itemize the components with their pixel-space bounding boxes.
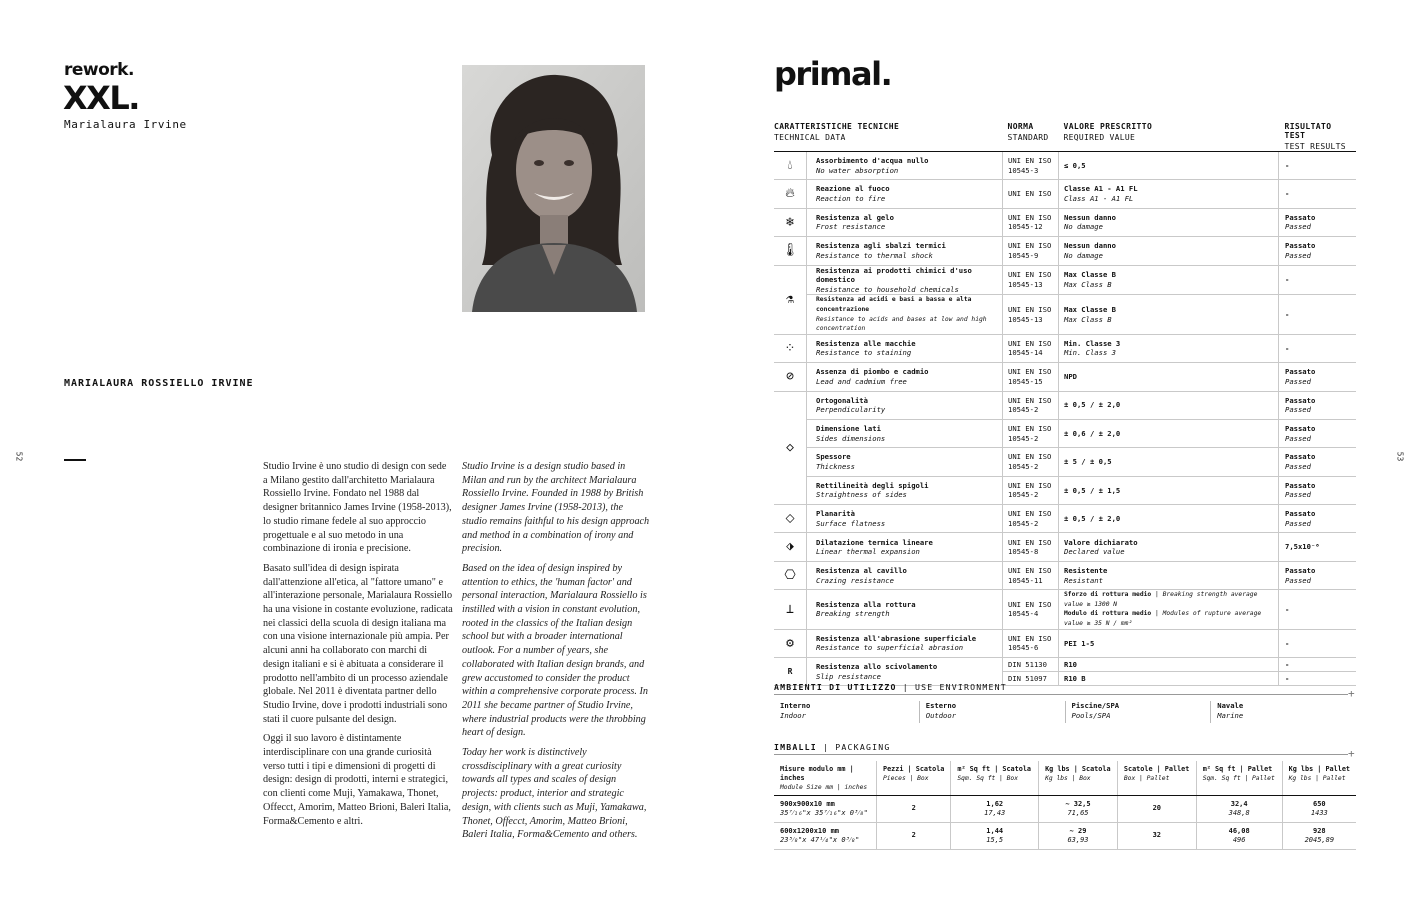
header-technical-data: CARATTERISTICHE TECNICHE TECHNICAL DATA bbox=[774, 120, 1003, 152]
table-row: Spessore Thickness UNI EN ISO 10545-2 ± 5 / ± 0,5 Passato Passed bbox=[774, 448, 1356, 476]
table-row: ⎔ Resistenza al cavillo Crazing resistance UNI EN ISO 10545-11 Resistente Resistant Passato Passed bbox=[774, 561, 1356, 589]
packaging-title: IMBALLI | PACKAGING bbox=[774, 742, 891, 752]
table-row: ⬦ Planarità Surface flatness UNI EN ISO 10545-2 ± 0,5 / ± 2,0 Passato Passed bbox=[774, 505, 1356, 533]
lead-cadmium-free-icon: ⊘ bbox=[774, 363, 807, 391]
abrasion-gear-icon: ⚙ bbox=[774, 629, 807, 657]
env-pools: Piscine/SPA Pools/SPA bbox=[1065, 701, 1211, 723]
bio-english bbox=[462, 460, 650, 848]
tech-header-row bbox=[774, 120, 1356, 152]
bio-en-paragraph: Studio Irvine is a design studio based in Milan and run by the architect Marialaura Rossiello Irvine. Founded in 1988 by British designer James Irvine (1958-2013), the studio remains faithful to his design approach and method in a combination of irony and precision. bbox=[462, 461, 650, 555]
header-required-value: VALORE PRESCRITTO REQUIRED VALUE bbox=[1059, 120, 1279, 152]
table-row: 🌡︎ Resistenza agli sbalzi termici Resistance to thermal shock UNI EN ISO 10545-9 Nessun danno No damage Passato Passed bbox=[774, 237, 1356, 265]
header-test-results: RISULTATO TEST TEST RESULTS bbox=[1279, 120, 1357, 152]
thermal-expansion-icon: ⬗ bbox=[774, 533, 807, 561]
table-row: ⊘ Assenza di piombo e cadmio Lead and cadmium free UNI EN ISO 10545-15 NPD Passato Passed bbox=[774, 363, 1356, 391]
section-dash bbox=[64, 459, 86, 461]
table-row: ⚙ Resistenza all'abrasione superficiale Resistance to superficial abrasion UNI EN ISO 10545-6 PEI 1-5 - bbox=[774, 629, 1356, 657]
table-row: 💧︎ Assorbimento d'acqua nullo No water absorption UNI EN ISO 10545-3 ≤ 0,5 - bbox=[774, 152, 1356, 180]
designer-name-small: Marialaura Irvine bbox=[64, 118, 187, 131]
bio-it-paragraph: Oggi il suo lavoro è distintamente interdisciplinare con una grande curiosità verso tutti i tipi e dimensioni di progetti di design: design di prodotti, interni e strategici, con clienti come Muji, Yamakawa, Thonet, Offecct, Amorim, Matteo Brioni, Baleri Italia, Forma&Cemento e altri. bbox=[263, 733, 451, 827]
table-row: ⁘ Resistenza alle macchie Resistance to staining UNI EN ISO 10545-14 Min. Classe 3 Min. Class 3 - bbox=[774, 334, 1356, 362]
expand-plus-icon[interactable]: + bbox=[1348, 687, 1355, 700]
table-row: R Resistenza allo scivolamento Slip resistance DIN 51130 R10 - bbox=[774, 658, 1356, 672]
designer-heading: MARIALAURA ROSSIELLO IRVINE bbox=[64, 378, 254, 389]
bio-en-paragraph: Today her work is distinctively crossdisciplinary with a great curiosity towards all types and scales of design projects: product, interior and strategic design, with clients such as Muji, Yamakawa, Thonet, Offecct, Amorim, Matteo Brioni, Baleri Italia, Forma&Cemento and others. bbox=[462, 747, 647, 841]
use-environment-grid bbox=[774, 701, 1356, 723]
bio-en-paragraph: Based on the idea of design inspired by attention to ethics, the 'human factor' and personal interaction, Marialaura Rossiello is instilled with a vision in constant evolution, rooted in the classics of the Italian design school but with a broader international outlook. For a number of years, she collaborated with Italian design brands, and grew accustomed to consider the product within a comprehensive corporate process. In 2011 she became partner of Studio Irvine, where industrial products were the throbbing heart of design. bbox=[462, 562, 648, 739]
header-standard: NORMA STANDARD bbox=[1003, 120, 1059, 152]
water-drop-icon: 💧︎ bbox=[774, 152, 807, 180]
bio-it-paragraph: Basato sull'idea di design ispirata dall'attenzione all'etica, al "fattore umano" e all'interazione personale, Marialaura Rossiello ha una visione in costante evoluzione, radicata nei classici della scuola di design italiana ma con una visione internazionale più ampia. Per alcuni anni ha collaborato con marchi di design italiani e si è abituata a considerare il prodotto nell'ambito di un processo aziendale globale. Nel 2011 è diventata partner dello Studio Irvine, dove i prodotti industriali sono stati il cuore pulsante del design. bbox=[263, 562, 453, 725]
page-number-left: 52 bbox=[14, 451, 24, 462]
product-name: primal. bbox=[774, 55, 892, 93]
stain-dots-icon: ⁘ bbox=[774, 334, 807, 362]
bio-it-paragraph: Studio Irvine è uno studio di design con sede a Milano gestito dall'architetto Marialaura Rossiello Irvine. Fondato nel 1988 dal designer britannico James Irvine (1958-2013), lo studio rimane fedele al suo approccio progettuale e al suo metodo in una combinazione di ironia e precisione. bbox=[263, 461, 452, 555]
rupture-values: Sforzo di rottura medio | Breaking strength average value ≥ 1300 N Modulo di rottura medio | Modules of rupture average value ≥ 35 N / mm² bbox=[1059, 590, 1279, 629]
table-row: 900x900x10 mm 35⁷⁄₁₆"x 35⁷⁄₁₆"x 0³⁄₈" 2 1,62 17,43 ~ 32,5 71,65 20 32,4 348,8 650 1433 bbox=[774, 796, 1356, 823]
table-row: Rettilineità degli spigoli Straightness of sides UNI EN ISO 10545-2 ± 0,5 / ± 1,5 Passato Passed bbox=[774, 476, 1356, 504]
chemical-bottle-icon: ⚗ bbox=[774, 265, 807, 334]
divider bbox=[774, 754, 1348, 755]
technical-data-table bbox=[774, 120, 1356, 686]
table-row: 🔥︎ Reazione al fuoco Reaction to fire UNI EN ISO Classe A1 - A1 FL Class A1 - A1 FL - bbox=[774, 180, 1356, 208]
table-row: ◇ Ortogonalità Perpendicularity UNI EN ISO 10545-2 ± 0,5 / ± 2,0 Passato Passed bbox=[774, 391, 1356, 419]
page-number-right: 53 bbox=[1395, 451, 1405, 462]
flatness-icon: ⬦ bbox=[774, 505, 807, 533]
packaging-table bbox=[774, 761, 1356, 850]
bio-italian bbox=[263, 460, 453, 834]
crazing-icon: ⎔ bbox=[774, 561, 807, 589]
flame-icon: 🔥︎ bbox=[774, 180, 807, 208]
portrait-illustration bbox=[462, 65, 645, 312]
table-row: ⬗ Dilatazione termica lineare Linear thermal expansion UNI EN ISO 10545-8 Valore dichiarato Declared value 7,5x10⁻⁶ bbox=[774, 533, 1356, 561]
use-environment-title: AMBIENTI DI UTILIZZO | USE ENVIRONMENT bbox=[774, 682, 1007, 692]
env-outdoor: Esterno Outdoor bbox=[919, 701, 1065, 723]
table-row: 600x1200x10 mm 23⁵⁄₈"x 47¹⁄₄"x 0³⁄₈" 2 1,44 15,5 ~ 29 63,93 32 46,08 496 928 2045,89 bbox=[774, 823, 1356, 850]
breaking-strength-icon: ⊥ bbox=[774, 590, 807, 629]
brand-name: rework. bbox=[64, 60, 134, 80]
pack-header-row: Misure modulo mm | inches Module Size mm | inches Pezzi | Scatola Pieces | Box m² Sq ft | Scatola Sqm. Sq ft | Box Kg lbs | Scatola Kg lbs | Box Scatole | Pallet Box | Pallet m² Sq ft | Pallet Sqm. Sq ft | Pallet Kg lbs | Pallet Kg lbs | Pallet bbox=[774, 761, 1356, 796]
thermometer-icon: 🌡︎ bbox=[774, 237, 807, 265]
divider bbox=[774, 694, 1348, 695]
slip-r-icon: R bbox=[774, 658, 807, 686]
table-row: DIN 51097 R10 B - bbox=[774, 672, 1356, 686]
snowflake-icon: ❄ bbox=[774, 208, 807, 236]
tile-dimensions-icon: ◇ bbox=[774, 391, 807, 505]
table-row: ⚗ Resistenza ai prodotti chimici d'uso domestico Resistance to household chemicals UNI EN ISO 10545-13 Max Classe B Max Class B - bbox=[774, 265, 1356, 295]
table-row: Dimensione lati Sides dimensions UNI EN ISO 10545-2 ± 0,6 / ± 2,0 Passato Passed bbox=[774, 419, 1356, 447]
table-row: ❄ Resistenza al gelo Frost resistance UNI EN ISO 10545-12 Nessun danno No damage Passato Passed bbox=[774, 208, 1356, 236]
env-marine: Navale Marine bbox=[1210, 701, 1356, 723]
expand-plus-icon[interactable]: + bbox=[1348, 747, 1355, 760]
designer-portrait bbox=[462, 65, 645, 312]
table-row: ⊥ Resistenza alla rottura Breaking strength UNI EN ISO 10545-4 Sforzo di rottura medio | Breaking strength average value ≥ 1300 N Modulo di rottura medio | Modules of rupture average value ≥ 35 N / mm² - bbox=[774, 590, 1356, 629]
collection-name: XXL. bbox=[63, 79, 139, 117]
env-indoor: Interno Indoor bbox=[780, 701, 811, 720]
table-row: Resistenza ad acidi e basi a bassa e alta concentrazione Resistance to acids and bases at low and high concentration UNI EN ISO 10545-13 Max Classe B Max Class B - bbox=[774, 295, 1356, 334]
